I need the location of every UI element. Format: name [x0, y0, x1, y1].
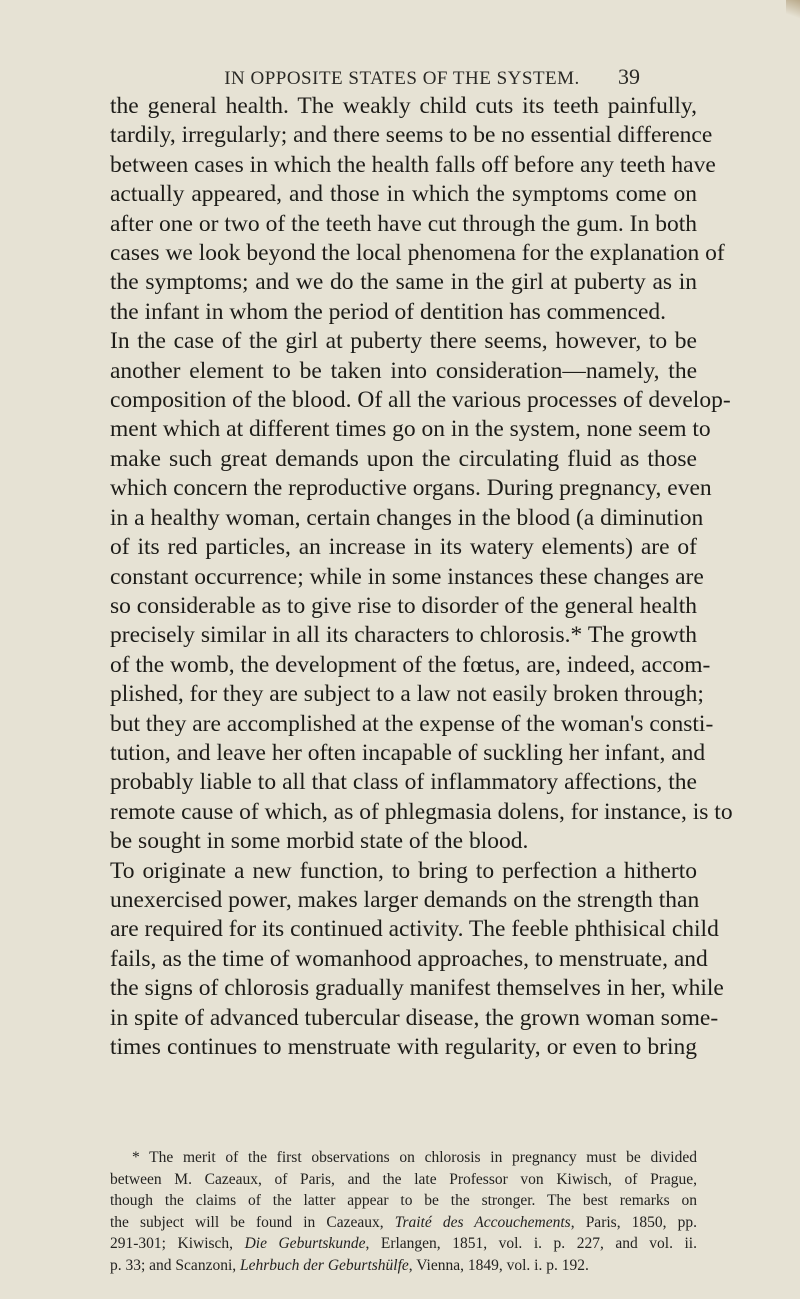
text-line: constant occurrence; while in some instances these changes are — [110, 563, 704, 590]
text-line: which concern the reproductive organs. During pregnancy, even — [110, 475, 712, 502]
footnote-line: between M. Cazeaux, of Paris, and the late Professor von Kiwisch, of Prague, — [110, 1170, 697, 1188]
text-line: fails, as the time of womanhood approaches, to menstruate, and — [110, 945, 708, 972]
text-line: tardily, irregularly; and there seems to be no essential difference — [110, 122, 713, 149]
footnote-line — [110, 1255, 697, 1277]
footnote-text: , Erlangen, 1851, vol. i. p. 227, and vol. ii. — [365, 1235, 697, 1252]
text-line: be sought in some morbid state of the blood. — [110, 828, 529, 855]
page-number: 39 — [618, 64, 640, 89]
text-line: To originate a new function, to bring to perfection a hitherto — [110, 857, 697, 884]
text-line: In the case of the girl at puberty there seems, however, to be — [110, 328, 697, 355]
paragraph-1 — [110, 92, 725, 327]
text-line: composition of the blood. Of all the various processes of develop- — [110, 387, 731, 414]
page-corner-stain — [786, 0, 800, 22]
footnote-line — [110, 1233, 697, 1255]
footnote-line — [110, 1212, 697, 1234]
text-line: the signs of chlorosis gradually manifest themselves in her, while — [110, 975, 724, 1002]
text-line: the infant in whom the period of dentition has commenced. — [110, 298, 667, 325]
text-line: the general health. The weakly child cuts its teeth painfully, — [110, 93, 697, 119]
text-line: another element to be taken into consideration—namely, the — [110, 357, 697, 384]
book-title: Lehrbuch der Geburtshülfe — [240, 1256, 409, 1274]
footnote-text: , Paris, 1850, pp. — [570, 1213, 697, 1231]
body-text — [110, 92, 733, 1062]
text-line: of the womb, the development of the fœtus, are, indeed, accom- — [110, 651, 711, 678]
footnote-text: , Vienna, 1849, vol. i. p. 192. — [408, 1256, 589, 1274]
footnote — [110, 1147, 697, 1276]
text-line: precisely similar in all its characters to chlorosis.* The growth — [110, 622, 697, 649]
text-line: between cases in which the health falls off before any teeth have — [110, 151, 716, 178]
text-line: are required for its continued activity. The feeble phthisical child — [110, 916, 719, 943]
footnote-text: the subject will be found in Cazeaux, — [110, 1213, 395, 1231]
text-line: but they are accomplished at the expense of the woman's consti- — [110, 710, 714, 737]
paragraph-3 — [110, 857, 724, 1063]
text-line: in spite of advanced tubercular disease, the grown woman some- — [110, 1004, 719, 1031]
text-line: times continues to menstruate with regularity, or even to bring — [110, 1034, 697, 1060]
footnote-text: 291-301; Kiwisch, — [110, 1235, 245, 1252]
text-line: cases we look beyond the local phenomena for the explanation of — [110, 240, 725, 267]
text-line: tution, and leave her often incapable of suckling her infant, and — [110, 739, 706, 766]
paragraph-2 — [110, 327, 733, 856]
text-line: of its red particles, an increase in its watery elements) are of — [110, 534, 697, 561]
text-line: remote cause of which, as of phlegmasia dolens, for instance, is to — [110, 798, 733, 825]
book-title: Traité des Accouchements — [394, 1213, 571, 1231]
text-line: plished, for they are subject to a law not easily broken through; — [110, 681, 704, 708]
text-line: ment which at different times go on in the system, none seem to — [110, 416, 711, 443]
book-title: Die Geburtskunde — [244, 1235, 366, 1252]
text-line: in a healthy woman, certain changes in the blood (a diminution — [110, 504, 704, 531]
text-line: after one or two of the teeth have cut through the gum. In both — [110, 210, 697, 237]
text-line: so considerable as to give rise to disorder of the general health — [110, 592, 697, 619]
text-line: make such great demands upon the circulating fluid as those — [110, 445, 697, 472]
footnote-text: p. 33; and Scanzoni, — [110, 1256, 241, 1274]
footnote-line: * The merit of the first observations on chlorosis in pregnancy must be divided — [132, 1149, 697, 1166]
text-line: actually appeared, and those in which the symptoms come on — [110, 181, 697, 208]
text-line: unexercised power, makes larger demands on the strength than — [110, 886, 700, 913]
text-line: the symptoms; and we do the same in the girl at puberty as in — [110, 269, 697, 296]
footnote-line: though the claims of the latter appear to be the stronger. The best remarks on — [110, 1192, 697, 1209]
running-header: IN OPPOSITE STATES OF THE SYSTEM. — [224, 68, 580, 89]
text-line: probably liable to all that class of inflammatory affections, the — [110, 769, 697, 796]
